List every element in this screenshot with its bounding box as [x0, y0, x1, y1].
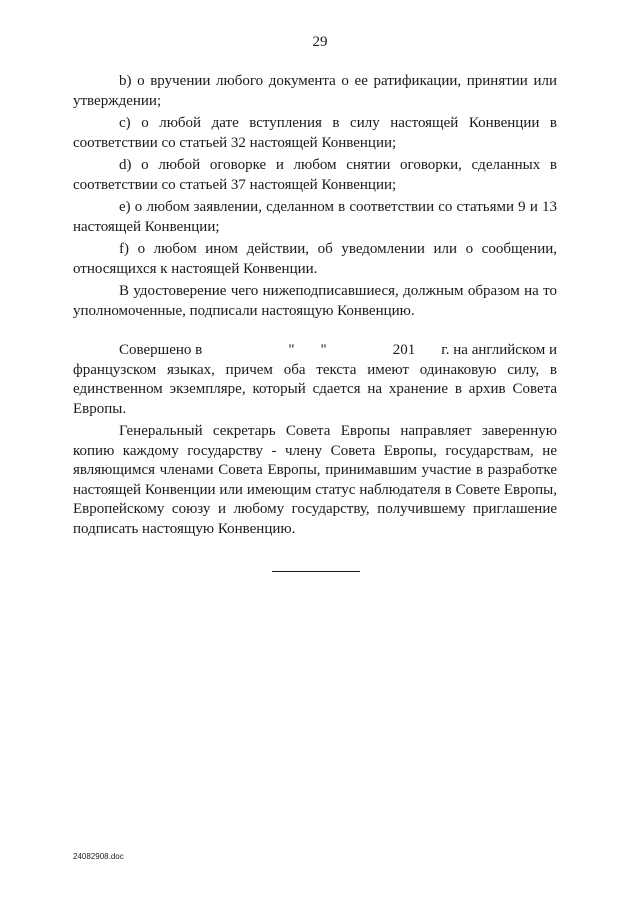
footer-file-code: 24082908.doc — [73, 852, 124, 861]
item-b: b) о вручении любого документа о ее ратификации, принятии или утверждении; — [73, 73, 557, 109]
done-at-end: г. на английском и — [441, 342, 557, 358]
secretary-paragraph: Генеральный секретарь Совета Европы направляет заверенную копию каждому государству - члену Совета Европы, государствам, не являющимся членами Совета Европы, принимавшим участие в разработке настоящей Конвенции или имеющим статус наблюдателя в Совете Европы, Европейскому союзу и любому государству, получившему приглашение подписать настоящую Конвенцию. — [73, 423, 557, 537]
item-e: е) о любом заявлении, сделанном в соответствии со статьями 9 и 13 настоящей Конвенции; — [73, 199, 557, 235]
date-quote-open: " — [288, 342, 295, 358]
item-c: с) о любой дате вступления в силу настоящей Конвенции в соответствии со статьей 32 настоящей Конвенции; — [73, 115, 557, 151]
done-at-start: Совершено в — [119, 342, 203, 358]
done-at-first-line — [73, 341, 557, 361]
done-at-rest: французском языках, причем оба текста имеют одинаковую силу, в единственном экземпляре, который сдается на хранение в архив Совета Европы. — [73, 361, 557, 417]
date-quote-close: " — [320, 342, 327, 358]
end-separator-line — [272, 571, 360, 572]
item-f: f) о любом ином действии, об уведомлении или о сообщении, относящихся к настоящей Конвенции. — [73, 241, 557, 277]
witness-paragraph: В удостоверение чего нижеподписавшиеся, должным образом на то уполномоченные, подписали настоящую Конвенцию. — [73, 283, 557, 319]
item-d: d) о любой оговорке и любом снятии оговорки, сделанных в соответствии со статьей 37 настоящей Конвенции; — [73, 157, 557, 193]
year-field: 201 — [392, 342, 416, 358]
done-at-paragraph — [73, 341, 557, 419]
page-number: 29 — [312, 34, 328, 50]
document-body — [73, 72, 557, 542]
